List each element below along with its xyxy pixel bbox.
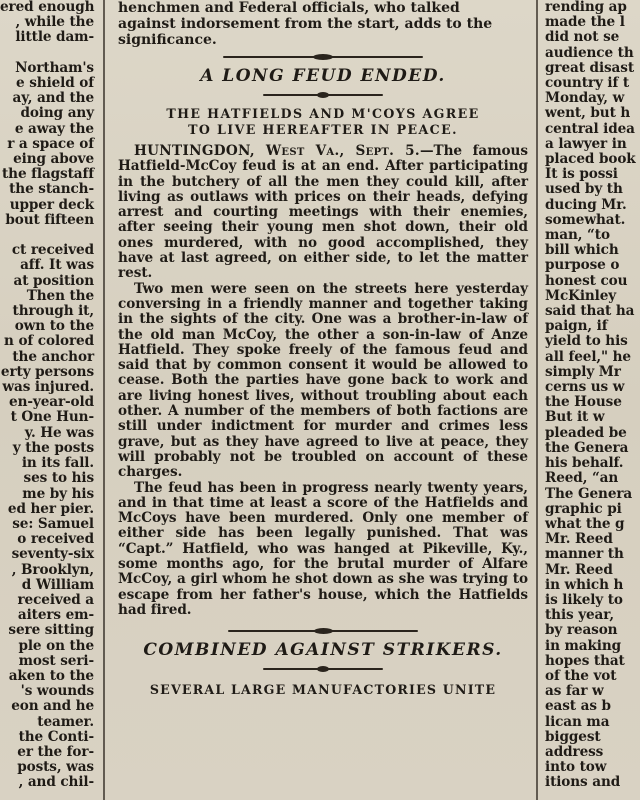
text-fragment: aff. It was — [20, 257, 94, 274]
text-fragment: e away the — [14, 120, 94, 137]
text-fragment: went, but h — [545, 105, 631, 122]
text-fragment: address — [545, 743, 604, 760]
text-fragment: ay, and the — [12, 90, 94, 107]
text-fragment: a lawyer in — [545, 135, 627, 152]
text-fragment: of the vot — [545, 667, 617, 684]
text-fragment: y the posts — [12, 439, 94, 456]
column-rule-left — [103, 0, 105, 800]
text-fragment: in its fall. — [21, 455, 94, 472]
text-fragment: pleaded be — [545, 424, 627, 441]
ornamental-rule — [263, 90, 383, 100]
previous-article-tail — [118, 0, 528, 48]
text-fragment: posts, was — [17, 759, 94, 776]
text-fragment: seventy-six — [11, 546, 94, 563]
text-fragment: teamer. — [37, 713, 94, 730]
text-fragment: 's wounds — [20, 683, 94, 700]
text-fragment: his behalf. — [545, 455, 624, 472]
text-fragment: , and chil- — [18, 774, 94, 791]
text-fragment: paign, if — [545, 318, 608, 335]
text-fragment: McKinley — [545, 287, 617, 304]
text-fragment: simply Mr — [545, 363, 621, 380]
text-fragment: aiters em- — [17, 607, 94, 624]
article-paragraph: The feud has been in progress nearly twenty years, and in that time at least a score of the Hatfields and McCoys have been murdered. Only one member of either side has been legally punished. That was “Capt.” Hatfield, who was hanged at Pikeville, Ky., some months ago, for the brutal murder of Alfare McCoy, a girl whom he shot down as she was trying to escape from her father's house, which the Hatfields had fired. — [118, 479, 528, 618]
text-fragment: me by his — [22, 485, 94, 502]
text-fragment: at position — [13, 272, 94, 289]
text-fragment: what the g — [545, 515, 625, 532]
article-headline: COMBINED AGAINST STRIKERS. — [143, 640, 503, 661]
text-fragment: the House — [545, 394, 622, 411]
text-fragment: Then the — [26, 287, 94, 304]
column-rule-right — [536, 0, 538, 800]
tail-line: henchmen and Federal officials, who talked — [118, 0, 460, 16]
text-fragment: en-year-old — [9, 394, 94, 411]
text-fragment: ct received — [11, 242, 94, 259]
text-fragment: aken to the — [8, 667, 94, 684]
text-fragment: purpose o — [545, 257, 620, 274]
text-fragment: as far w — [545, 683, 604, 700]
text-fragment: lican ma — [545, 713, 610, 730]
text-fragment: It is possi — [545, 166, 618, 183]
text-fragment: great disast — [545, 59, 634, 76]
text-fragment: r a space of — [7, 135, 94, 152]
text-fragment: manner th — [545, 546, 624, 563]
text-fragment: into tow — [545, 759, 607, 776]
text-fragment: The Genera — [545, 485, 633, 502]
text-fragment: t One Hun- — [10, 409, 94, 426]
text-fragment: y. He was — [24, 424, 94, 441]
text-fragment: all feel," he — [545, 348, 631, 365]
dateline: HUNTINGDON, West Va., Sept. 5. — [134, 143, 420, 159]
text-fragment: eing above — [13, 151, 94, 168]
text-fragment: in making — [545, 637, 622, 654]
ornamental-rule — [223, 52, 423, 62]
article-body — [118, 144, 528, 618]
text-fragment: the Genera — [545, 439, 629, 456]
text-fragment: erty persons — [0, 363, 94, 380]
text-fragment: said that ha — [545, 303, 635, 320]
text-fragment: e shield of — [16, 75, 94, 92]
text-fragment: in which h — [545, 576, 624, 593]
text-fragment: upper deck — [9, 196, 94, 213]
text-fragment: through it, — [12, 303, 94, 320]
left-column — [0, 0, 98, 800]
text-fragment: rending ap — [545, 0, 627, 15]
tail-line: significance. — [118, 32, 217, 48]
text-fragment: the flagstaff — [1, 166, 94, 183]
subhead-line: TO LIVE HEREAFTER IN PEACE. — [188, 122, 458, 137]
text-fragment: bill which — [545, 242, 619, 259]
text-fragment: this year, — [545, 607, 614, 624]
text-fragment: Reed, “an — [545, 470, 619, 487]
text-fragment: se: Samuel — [12, 515, 94, 532]
text-fragment: o received — [17, 531, 94, 548]
text-fragment: d William — [21, 576, 94, 593]
article-paragraph — [118, 144, 528, 282]
text-fragment: little dam- — [15, 29, 94, 46]
text-fragment: But it w — [545, 409, 605, 426]
text-fragment: received a — [17, 591, 94, 608]
text-fragment: biggest — [545, 728, 601, 745]
text-fragment: er the for- — [17, 743, 94, 760]
tail-line: against indorsement from the start, adds to the — [118, 16, 493, 32]
text-fragment: ses to his — [23, 470, 94, 487]
text-fragment: sere sitting — [8, 622, 94, 639]
ornamental-rule — [228, 626, 418, 636]
text-fragment: audience th — [545, 44, 634, 61]
text-fragment: ple on the — [18, 637, 94, 654]
center-column — [108, 0, 532, 800]
text-fragment: the anchor — [12, 348, 94, 365]
text-fragment: Mr. Reed — [545, 561, 613, 578]
text-fragment: eon and he — [11, 698, 94, 715]
text-fragment: , Brooklyn, — [11, 561, 94, 578]
text-fragment: hopes that — [545, 652, 625, 669]
paragraph-text: —The famous Hatfield-McCoy feud is at an end. After participating in the butchery of all the men they could kill, after living as outlaws with prices on their heads, defying arrest and courting meetings with their enemies, after seeing their young men shot down, their old ones murdered, with no good accomplished, they have at last agreed, on either side, to let the matter rest. — [118, 143, 528, 282]
text-fragment: used by th — [545, 181, 623, 198]
text-fragment: the stanch- — [9, 181, 94, 198]
text-fragment: placed book — [545, 151, 636, 168]
text-fragment: country if t — [545, 75, 630, 92]
text-fragment: , while the — [15, 14, 94, 31]
text-fragment: n of colored — [4, 333, 94, 350]
text-fragment: man, “to — [545, 227, 610, 244]
text-fragment: Monday, w — [545, 90, 625, 107]
text-fragment: east as b — [545, 698, 611, 715]
text-fragment: ducing Mr. — [545, 196, 627, 213]
article-subhead: SEVERAL LARGE MANUFACTORIES UNITE — [149, 682, 497, 698]
text-fragment: most seri- — [18, 652, 94, 669]
text-fragment: ed her pier. — [7, 500, 94, 517]
text-fragment — [0, 228, 98, 243]
text-fragment — [0, 46, 98, 61]
text-fragment: was injured. — [2, 379, 94, 396]
text-fragment: honest cou — [545, 272, 628, 289]
text-fragment: did not se — [545, 29, 620, 46]
text-fragment: Mr. Reed — [545, 531, 613, 548]
article-subhead — [118, 106, 528, 138]
text-fragment: the Conti- — [18, 728, 94, 745]
text-fragment: ered enough — [0, 0, 95, 15]
text-fragment: bout fifteen — [5, 211, 94, 228]
article-paragraph: Two men were seen on the streets here yesterday conversing in a friendly manner and together taking in the sights of the city. One was a brother-in-law of the old man McCoy, the other a son-in-law of Anze Hatfield. They spoke freely of the famous feud and said that by common consent it would be allowed to cease. Both the parties have gone back to work and are living honest lives, without troubling about each other. A number of the members of both factions are still under indictment for murder and crimes less grave, but as they have agreed to live at peace, they will probably not be troubled on account of these charges. — [118, 280, 528, 481]
text-fragment: cerns us w — [545, 379, 625, 396]
text-fragment: Northam's — [15, 59, 94, 76]
subhead-line: THE HATFIELDS AND M'COYS AGREE — [166, 106, 480, 121]
text-fragment: made the l — [545, 14, 625, 31]
text-fragment: itions and — [545, 774, 621, 791]
article-headline: A LONG FEUD ENDED. — [200, 66, 446, 86]
text-fragment: yield to his — [545, 333, 628, 350]
ornamental-rule — [263, 664, 383, 674]
text-fragment: central idea — [545, 120, 635, 137]
text-fragment: is likely to — [545, 591, 623, 608]
text-fragment: graphic pi — [545, 500, 622, 517]
text-fragment: by reason — [545, 622, 618, 639]
right-column — [543, 0, 640, 800]
text-fragment: somewhat. — [545, 211, 626, 228]
text-fragment: own to the — [14, 318, 94, 335]
text-fragment: doing any — [20, 105, 94, 122]
